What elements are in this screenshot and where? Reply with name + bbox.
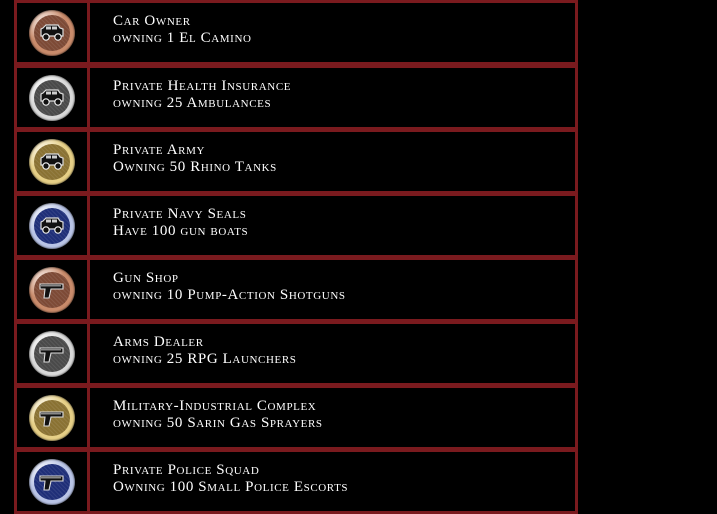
achievement-icon-cell bbox=[17, 324, 90, 383]
achievement-description: owning 10 Pump-Action Shotguns bbox=[113, 287, 346, 303]
achievement-title: Private Police Squad bbox=[113, 462, 260, 478]
achievement-row bbox=[14, 257, 578, 322]
achievement-icon-cell bbox=[17, 452, 90, 511]
car-icon bbox=[34, 15, 70, 51]
achievement-text bbox=[113, 206, 569, 240]
achievement-description: owning 25 RPG Launchers bbox=[113, 351, 297, 367]
car-icon bbox=[34, 208, 70, 244]
achievement-icon-cell bbox=[17, 132, 90, 191]
achievement-title: Gun Shop bbox=[113, 270, 179, 286]
achievement-description: owning 25 Ambulances bbox=[113, 95, 272, 111]
achievement-text bbox=[113, 334, 569, 368]
achievement-row bbox=[14, 385, 578, 450]
pistol-icon bbox=[34, 400, 70, 436]
achievements-list bbox=[14, 0, 578, 514]
achievement-row bbox=[14, 65, 578, 130]
achievement-description: Owning 100 Small Police Escorts bbox=[113, 479, 349, 495]
achievement-icon-cell bbox=[17, 68, 90, 127]
pistol-icon bbox=[34, 272, 70, 308]
achievement-description: Owning 50 Rhino Tanks bbox=[113, 159, 277, 175]
achievement-title: Private Health Insurance bbox=[113, 78, 292, 94]
achievement-row bbox=[14, 193, 578, 258]
achievement-description: owning 50 Sarin Gas Sprayers bbox=[113, 415, 323, 431]
achievement-icon-cell bbox=[17, 388, 90, 447]
achievement-icon-cell bbox=[17, 196, 90, 255]
pistol-icon bbox=[34, 336, 70, 372]
achievement-row bbox=[14, 129, 578, 194]
achievement-icon-cell bbox=[17, 260, 90, 319]
achievement-title: Car Owner bbox=[113, 13, 191, 29]
pistol-icon bbox=[34, 464, 70, 500]
car-icon bbox=[34, 144, 70, 180]
achievement-row bbox=[14, 321, 578, 386]
achievement-text bbox=[113, 398, 569, 432]
achievement-text bbox=[113, 78, 569, 112]
silver-medal bbox=[29, 75, 75, 121]
platinum-medal bbox=[29, 203, 75, 249]
achievement-description: Have 100 gun boats bbox=[113, 223, 249, 239]
bronze-medal bbox=[29, 267, 75, 313]
gold-medal bbox=[29, 395, 75, 441]
platinum-medal bbox=[29, 459, 75, 505]
achievement-text bbox=[113, 142, 569, 176]
achievement-row bbox=[14, 0, 578, 65]
achievement-title: Private Navy Seals bbox=[113, 206, 247, 222]
achievement-icon-cell bbox=[17, 3, 90, 62]
gold-medal bbox=[29, 139, 75, 185]
achievement-text bbox=[113, 462, 569, 496]
bronze-medal bbox=[29, 10, 75, 56]
achievement-description: owning 1 El Camino bbox=[113, 30, 252, 46]
achievement-row bbox=[14, 449, 578, 514]
achievement-title: Private Army bbox=[113, 142, 206, 158]
car-icon bbox=[34, 80, 70, 116]
achievement-text bbox=[113, 270, 569, 304]
achievement-title: Arms Dealer bbox=[113, 334, 204, 350]
achievement-text bbox=[113, 13, 569, 47]
silver-medal bbox=[29, 331, 75, 377]
achievement-title: Military-Industrial Complex bbox=[113, 398, 317, 414]
